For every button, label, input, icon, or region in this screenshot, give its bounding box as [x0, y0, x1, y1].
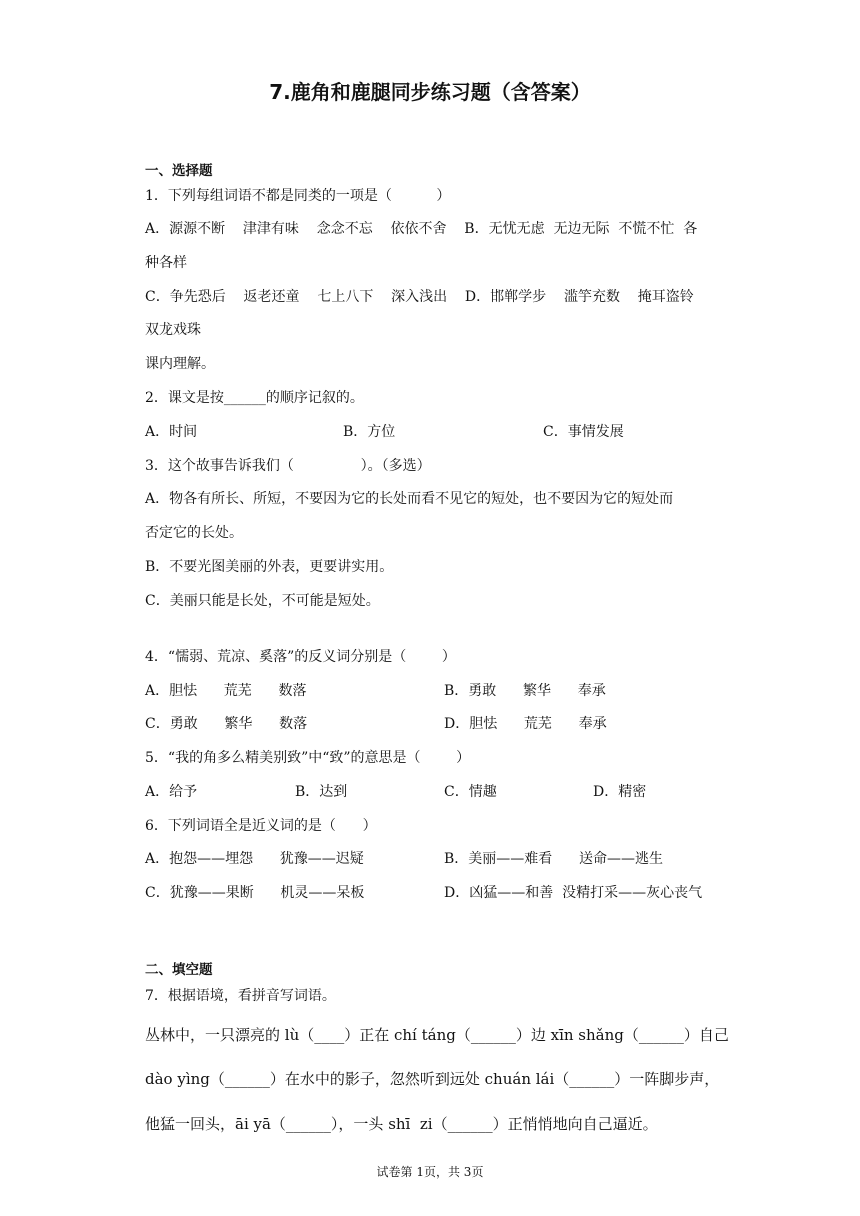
option: B．方位: [343, 424, 396, 440]
option: B．美丽——难看 送命——逃生: [444, 851, 663, 867]
option: B．勇敢 繁华 奉承: [444, 683, 606, 699]
option: C．勇敢 繁华 数落: [145, 716, 308, 732]
option: A．给予: [145, 784, 198, 800]
option: D．胆怯 荒芜 奉承: [444, 716, 607, 732]
question-7-passage-line-3: 他猛一回头，āi yā（______），一头 shī zi（______）正悄悄地向自己逼近。: [145, 1115, 658, 1133]
question-7-stem: 7．根据语境，看拼音写词语。: [145, 988, 336, 1004]
question-6-options-row-2: [145, 884, 725, 938]
question-3-option-c: C．美丽只能是长处，不可能是短处。: [145, 593, 380, 609]
question-1-options-ab-continued: 种各样: [145, 255, 187, 271]
question-7-passage-line-1: 丛林中，一只漂亮的 lù（____）正在 chí táng（______）边 xīn shǎng（______）自己: [145, 1026, 729, 1044]
question-1-options-cd-continued: 双龙戏珠: [145, 322, 201, 338]
section-heading-fill: 二、填空题: [145, 962, 213, 978]
question-1-options-ab: A．源源不断 津津有味 念念不忘 依依不舍 B．无忧无虑 无边无际 不慌不忙 各: [145, 221, 698, 237]
option: A．抱怨——埋怨 犹豫——迟疑: [145, 851, 364, 867]
option: D．凶猛——和善 没精打采——灰心丧气: [444, 885, 703, 901]
option: C．事情发展: [543, 424, 624, 440]
question-3-stem: 3．这个故事告诉我们（ ）。（多选）: [145, 458, 431, 474]
question-3-option-a: A．物各有所长、所短，不要因为它的长处而看不见它的短处，也不要因为它的短处而: [145, 491, 674, 507]
option: A．胆怯 荒芜 数落: [145, 683, 307, 699]
question-5-stem: 5．“我的角多么精美别致”中“致”的意思是（ ）: [145, 750, 471, 766]
option: C．情趣: [444, 784, 497, 800]
question-1-options-cd: C．争先恐后 返老还童 七上八下 深入浅出 D．邯郸学步 滥竽充数 掩耳盗铃: [145, 289, 694, 305]
question-2-stem: 2．课文是按______的顺序记叙的。: [145, 390, 364, 406]
reading-note: 课内理解。: [145, 356, 215, 372]
question-6-stem: 6．下列词语全是近义词的是（ ）: [145, 818, 377, 834]
question-1-stem: 1．下列每组词语不都是同类的一项是（ ）: [145, 188, 451, 204]
option: B．达到: [295, 784, 348, 800]
question-3-option-a-continued: 否定它的长处。: [145, 525, 243, 541]
page-title: 7.鹿角和鹿腿同步练习题（含答案）: [269, 80, 591, 104]
option: C．犹豫——果断 机灵——呆板: [145, 885, 365, 901]
page-footer: 试卷第 1页，共 3页: [376, 1165, 484, 1179]
question-7-passage-line-2: dào yìng（______）在水中的影子，忽然听到远处 chuán lái（______）一阵脚步声，: [145, 1070, 720, 1088]
section-heading-choice: 一、选择题: [145, 163, 213, 179]
option: A．时间: [145, 424, 198, 440]
option: D．精密: [593, 784, 647, 800]
question-4-stem: 4．“懦弱、荒凉、奚落”的反义词分别是（ ）: [145, 649, 456, 665]
question-3-option-b: B．不要光图美丽的外表，更要讲实用。: [145, 559, 394, 575]
